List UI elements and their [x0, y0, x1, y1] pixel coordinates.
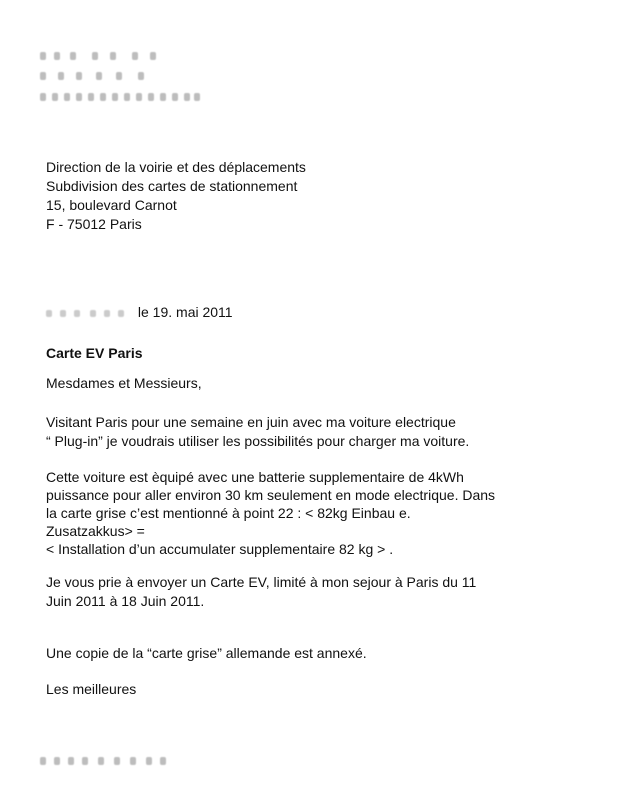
recipient-line-4: F - 75012 Paris [46, 216, 142, 232]
paragraph-1-line-2: “ Plug-in” je voudrais utiliser les possibilités pour charger ma voiture. [46, 433, 470, 449]
paragraph-1-line-1: Visitant Paris pour une semaine en juin avec ma voiture electrique [46, 414, 456, 430]
paragraph-2-line-1: Cette voiture est èquipé avec une batterie supplementaire de 4kWh [46, 469, 464, 485]
salutation: Mesdames et Messieurs, [46, 375, 202, 391]
paragraph-3-line-2: Juin 2011 à 18 Juin 2011. [46, 593, 205, 609]
subject-line: Carte EV Paris [46, 345, 143, 361]
date-line [46, 303, 233, 321]
date-text: le 19. mai 2011 [137, 304, 233, 320]
closing: Les meilleures [46, 681, 137, 697]
paragraph-2-line-3: la carte grise c’est mentionné à point 22 : < 82kg Einbau e. [46, 505, 411, 521]
recipient-line-1: Direction de la voirie et des déplacements [46, 159, 306, 175]
recipient-line-3: 15, boulevard Carnot [46, 197, 177, 213]
paragraph-2-line-2: puissance pour aller environ 30 km seulement en mode electrique. Dans [46, 487, 496, 503]
recipient-line-2: Subdivision des cartes de stationnement [46, 178, 298, 194]
paragraph-2-line-5: < Installation d’un accumulater supplementaire 82 kg > . [46, 541, 394, 557]
paragraph-2-line-4: Zusatzakkus> = [46, 523, 145, 539]
redacted-signature [40, 757, 170, 767]
redacted-sender-line-3 [40, 93, 200, 103]
paragraph-4: Une copie de la “carte grise” allemande est annexé. [46, 645, 367, 661]
redacted-sender-line-2 [40, 72, 150, 82]
paragraph-3-line-1: Je vous prie à envoyer un Carte EV, limité à mon sejour à Paris du 11 [46, 574, 477, 590]
redacted-sender-line-1 [40, 52, 160, 62]
redacted-place [46, 308, 134, 318]
